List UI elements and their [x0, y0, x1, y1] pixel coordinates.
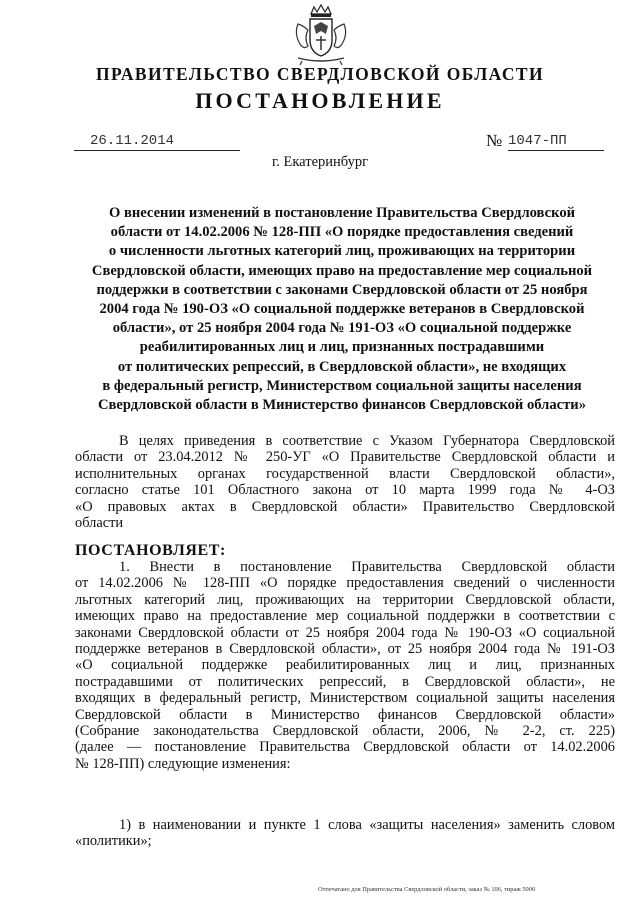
item-1-line: Свердловской области в Министерство финансов Свердловской области»: [75, 706, 615, 723]
heading-line: поддержки в соответствии с законами Свердловской области от 25 ноября: [96, 281, 588, 298]
subitem-1-line: 1) в наименовании и пункте 1 слова «защиты населения» заменить словом: [119, 817, 615, 833]
preamble-line: согласно статье 101 Областного закона от 10 марта 1999 года № 4-ОЗ: [75, 482, 615, 499]
preamble-line: области: [75, 515, 124, 532]
preamble-line: исполнительных органах государственной власти Свердловской области»,: [75, 465, 615, 482]
item-1-line: льготных категорий лиц, проживающих на территории Свердловской области,: [75, 591, 615, 608]
heading-line: в федеральный регистр, Министерством социальной защиты населения: [102, 377, 582, 394]
item-1-line: поддержке ветеранов в Свердловской области», от 25 ноября 2004 года № 191-ОЗ: [75, 641, 615, 658]
heading-line: области от 14.02.2006 № 128-ПП «О порядке предоставления сведений: [110, 224, 574, 241]
resolves-heading: ПОСТАНОВЛЯЕТ:: [75, 542, 226, 559]
heading-line: Свердловской области в Министерство финансов Свердловской области»: [97, 397, 587, 414]
heading-line: О внесении изменений в постановление Правительства Свердловской: [108, 205, 576, 221]
subitem-1: [75, 817, 615, 850]
preamble-line: области от 23.04.2012 № 250-УГ «О Правительстве Свердловской области и: [75, 449, 615, 466]
item-1-line: (Собрание законодательства Свердловской области, 2006, № 2-2, ст. 225): [75, 723, 615, 740]
heading-line: 2004 года № 190-ОЗ «О социальной поддержке ветеранов в Свердловской: [99, 301, 585, 318]
heading-line: от политических репрессий, в Свердловской области», не входящих: [117, 358, 567, 375]
government-title: ПРАВИТЕЛЬСТВО СВЕРДЛОВСКОЙ ОБЛАСТИ: [96, 64, 544, 84]
preamble: [75, 433, 615, 531]
document-type: ПОСТАНОВЛЕНИЕ: [195, 88, 445, 113]
item-1-line: законами Свердловской области от 25 ноября 2004 года № 190-ОЗ «О социальной: [75, 624, 615, 641]
print-footer: Отпечатано для Правительства Свердловской области, заказ № 106, тираж 5000: [318, 886, 536, 893]
heading-line: Свердловской области, имеющих право на предоставление мер социальной: [91, 262, 593, 279]
document-date: 26.11.2014: [74, 133, 240, 151]
city: г. Екатеринбург: [271, 154, 369, 170]
document-number: [486, 131, 606, 150]
document-heading: [74, 204, 610, 415]
coat-of-arms-icon: [292, 4, 350, 66]
resolution-body: [75, 542, 615, 772]
item-1-line: (далее — постановление Правительства Свердловской области от 14.02.2006: [75, 739, 615, 756]
subitem-1-line: «политики»;: [75, 833, 152, 850]
heading-line: области», от 25 ноября 2004 года № 191-ОЗ «О социальной поддержке: [112, 320, 572, 337]
item-1-line: входящих в федеральный регистр, Министерством социальной защиты населения: [75, 690, 615, 707]
preamble-line: В целях приведения в соответствие с Указом Губернатора Свердловской: [119, 433, 615, 449]
item-1-line: «О социальной поддержке реабилитированных лиц и лиц, признанных: [75, 657, 615, 674]
item-1-line: имеющих право на предоставление мер социальной поддержки в соответствии с: [75, 608, 615, 625]
item-1-line: пострадавшими от политических репрессий, в Свердловской области», не: [75, 673, 615, 690]
item-1-line: 1. Внести в постановление Правительства Свердловской области: [119, 559, 615, 575]
number-value: 1047-ПП: [508, 133, 604, 151]
heading-line: реабилитированных лиц и лиц, признанных пострадавшими: [139, 339, 545, 356]
item-1-line: от 14.02.2006 № 128-ПП «О порядке предоставления сведений о численности: [75, 575, 615, 592]
item-1-line: № 128-ПП) следующие изменения:: [75, 755, 291, 772]
heading-line: о численности льготных категорий лиц, проживающих на территории: [108, 243, 576, 260]
number-sign: №: [486, 131, 503, 150]
preamble-line: «О правовых актах в Свердловской области» Правительство Свердловской: [75, 498, 615, 515]
